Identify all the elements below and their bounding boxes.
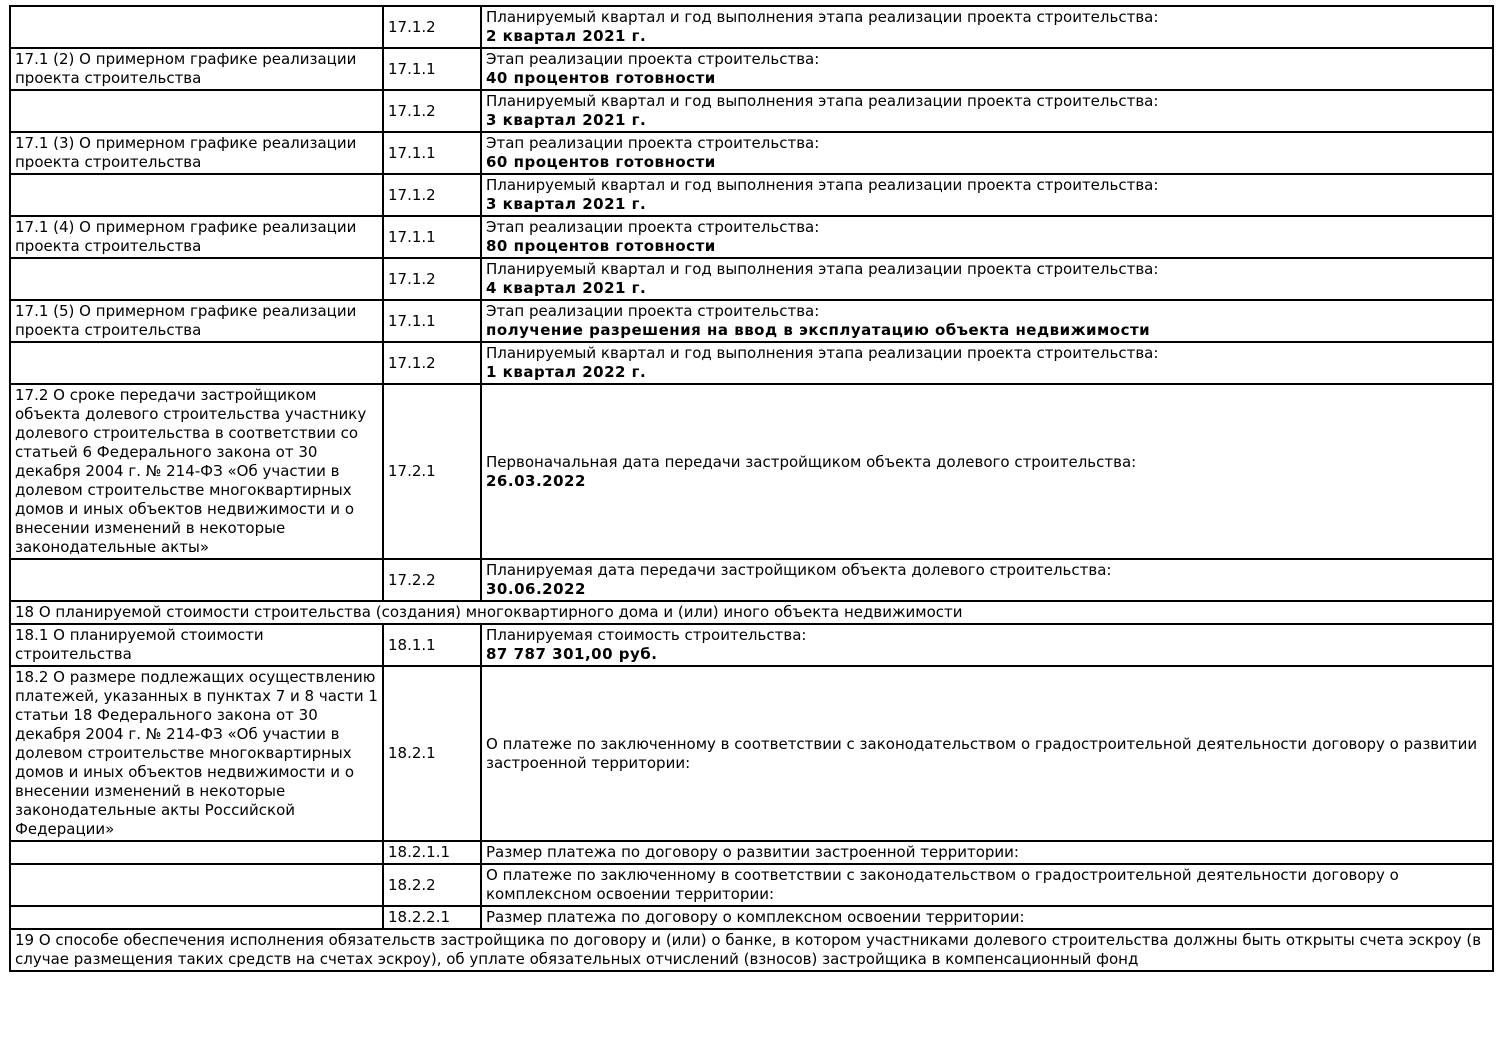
item-number-cell: 17.1.2 [383, 90, 481, 132]
content-cell [481, 559, 1493, 601]
field-label: Планируемый квартал и год выполнения этапа реализации проекта строительства: [486, 92, 1159, 110]
field-label: Планируемый квартал и год выполнения этапа реализации проекта строительства: [486, 8, 1159, 26]
table-row [10, 132, 1493, 174]
table-row [10, 666, 1493, 841]
description-cell [10, 864, 383, 906]
item-number-cell: 17.1.1 [383, 48, 481, 90]
field-value: 87 787 301,00 руб. [486, 645, 658, 663]
description-cell: 18.2 О размере подлежащих осуществлению платежей, указанных в пунктах 7 и 8 части 1 статьи 18 Федерального закона от 30 декабря 2004 г. № 214-ФЗ «Об участии в долевом строительстве многоквартирных домов и иных объектов недвижимости и о внесении изменений в некоторые законодательные акты Российской Федерации» [10, 666, 383, 841]
table-row [10, 624, 1493, 666]
content-cell [481, 258, 1493, 300]
field-label: Планируемая дата передачи застройщиком объекта долевого строительства: [486, 561, 1112, 579]
table-row [10, 174, 1493, 216]
field-value: 30.06.2022 [486, 580, 586, 598]
description-cell: 17.1 (2) О примерном графике реализации проекта строительства [10, 48, 383, 90]
content-cell [481, 342, 1493, 384]
item-number-cell: 17.1.1 [383, 132, 481, 174]
item-number-cell: 18.1.1 [383, 624, 481, 666]
description-cell [10, 90, 383, 132]
content-cell [481, 300, 1493, 342]
field-value: 3 квартал 2021 г. [486, 195, 647, 213]
content-cell [481, 48, 1493, 90]
field-label: Планируемый квартал и год выполнения этапа реализации проекта строительства: [486, 344, 1159, 362]
item-number-cell: 17.2.2 [383, 559, 481, 601]
description-cell [10, 258, 383, 300]
table-row [10, 48, 1493, 90]
field-value: 60 процентов готовности [486, 153, 716, 171]
field-label: Этап реализации проекта строительства: [486, 134, 820, 152]
content-cell [481, 384, 1493, 559]
content-cell [481, 906, 1493, 929]
section-header-cell: 19 О способе обеспечения исполнения обязательств застройщика по договору и (или) о банке, в котором участниками долевого строительства должны быть открыты счета эскроу (в случае размещения таких средств на счетах эскроу), об уплате обязательных отчислений (взносов) застройщика в компенсационный фонд [10, 929, 1493, 971]
item-number-cell: 17.1.2 [383, 342, 481, 384]
item-number-cell: 17.1.1 [383, 300, 481, 342]
description-cell: 17.1 (4) О примерном графике реализации проекта строительства [10, 216, 383, 258]
field-value: 4 квартал 2021 г. [486, 279, 647, 297]
field-value: 2 квартал 2021 г. [486, 27, 647, 45]
description-cell [10, 174, 383, 216]
declaration-table-body [10, 6, 1493, 971]
item-number-cell: 18.2.1 [383, 666, 481, 841]
content-cell [481, 216, 1493, 258]
section-header-cell: 18 О планируемой стоимости строительства (создания) многоквартирного дома и (или) иного объекта недвижимости [10, 601, 1493, 624]
description-cell: 18.1 О планируемой стоимости строительства [10, 624, 383, 666]
item-number-cell: 17.1.2 [383, 6, 481, 48]
description-cell [10, 841, 383, 864]
description-cell [10, 6, 383, 48]
table-row [10, 6, 1493, 48]
item-number-cell: 17.1.2 [383, 174, 481, 216]
field-label: Планируемый квартал и год выполнения этапа реализации проекта строительства: [486, 260, 1159, 278]
table-row [10, 841, 1493, 864]
item-number-cell: 18.2.2.1 [383, 906, 481, 929]
item-number-cell: 17.1.1 [383, 216, 481, 258]
content-cell [481, 624, 1493, 666]
item-number-cell: 17.1.2 [383, 258, 481, 300]
table-row [10, 90, 1493, 132]
content-cell [481, 666, 1493, 841]
field-label: О платеже по заключенному в соответствии с законодательством о градостроительной деятельности договору о развитии застроенной территории: [486, 734, 1478, 772]
description-cell: 17.1 (5) О примерном графике реализации проекта строительства [10, 300, 383, 342]
description-cell: 17.2 О сроке передачи застройщиком объекта долевого строительства участнику долевого строительства в соответствии со статьей 6 Федерального закона от 30 декабря 2004 г. № 214-ФЗ «Об участии в долевом строительстве многоквартирных домов и иных объектов недвижимости и о внесении изменений в некоторые законодательные акты» [10, 384, 383, 559]
field-value: 40 процентов готовности [486, 69, 716, 87]
field-label: Планируемая стоимость строительства: [486, 626, 807, 644]
table-row [10, 864, 1493, 906]
field-value: 3 квартал 2021 г. [486, 111, 647, 129]
declaration-table [9, 5, 1494, 972]
table-row [10, 258, 1493, 300]
field-label: Этап реализации проекта строительства: [486, 50, 820, 68]
field-value: 80 процентов готовности [486, 237, 716, 255]
description-cell [10, 906, 383, 929]
field-value: 26.03.2022 [486, 471, 586, 490]
table-row [10, 929, 1493, 971]
table-row [10, 300, 1493, 342]
content-cell [481, 6, 1493, 48]
table-row [10, 906, 1493, 929]
table-row [10, 384, 1493, 559]
field-label: Размер платежа по договору о развитии застроенной территории: [486, 843, 1019, 861]
item-number-cell: 17.2.1 [383, 384, 481, 559]
field-label: Этап реализации проекта строительства: [486, 218, 820, 236]
table-row [10, 559, 1493, 601]
field-value: получение разрешения на ввод в эксплуатацию объекта недвижимости [486, 321, 1151, 339]
table-row [10, 342, 1493, 384]
content-cell [481, 841, 1493, 864]
field-value: 1 квартал 2022 г. [486, 363, 647, 381]
content-cell [481, 174, 1493, 216]
description-cell [10, 559, 383, 601]
content-cell [481, 864, 1493, 906]
field-label: Первоначальная дата передачи застройщиком объекта долевого строительства: [486, 452, 1137, 471]
content-cell [481, 132, 1493, 174]
field-label: Этап реализации проекта строительства: [486, 302, 820, 320]
field-label: О платеже по заключенному в соответствии с законодательством о градостроительной деятельности договору о комплексном освоении территории: [486, 866, 1399, 903]
description-cell: 17.1 (3) О примерном графике реализации проекта строительства [10, 132, 383, 174]
item-number-cell: 18.2.1.1 [383, 841, 481, 864]
content-cell [481, 90, 1493, 132]
description-cell [10, 342, 383, 384]
field-label: Планируемый квартал и год выполнения этапа реализации проекта строительства: [486, 176, 1159, 194]
item-number-cell: 18.2.2 [383, 864, 481, 906]
field-label: Размер платежа по договору о комплексном освоении территории: [486, 908, 1025, 926]
table-row [10, 601, 1493, 624]
table-row [10, 216, 1493, 258]
